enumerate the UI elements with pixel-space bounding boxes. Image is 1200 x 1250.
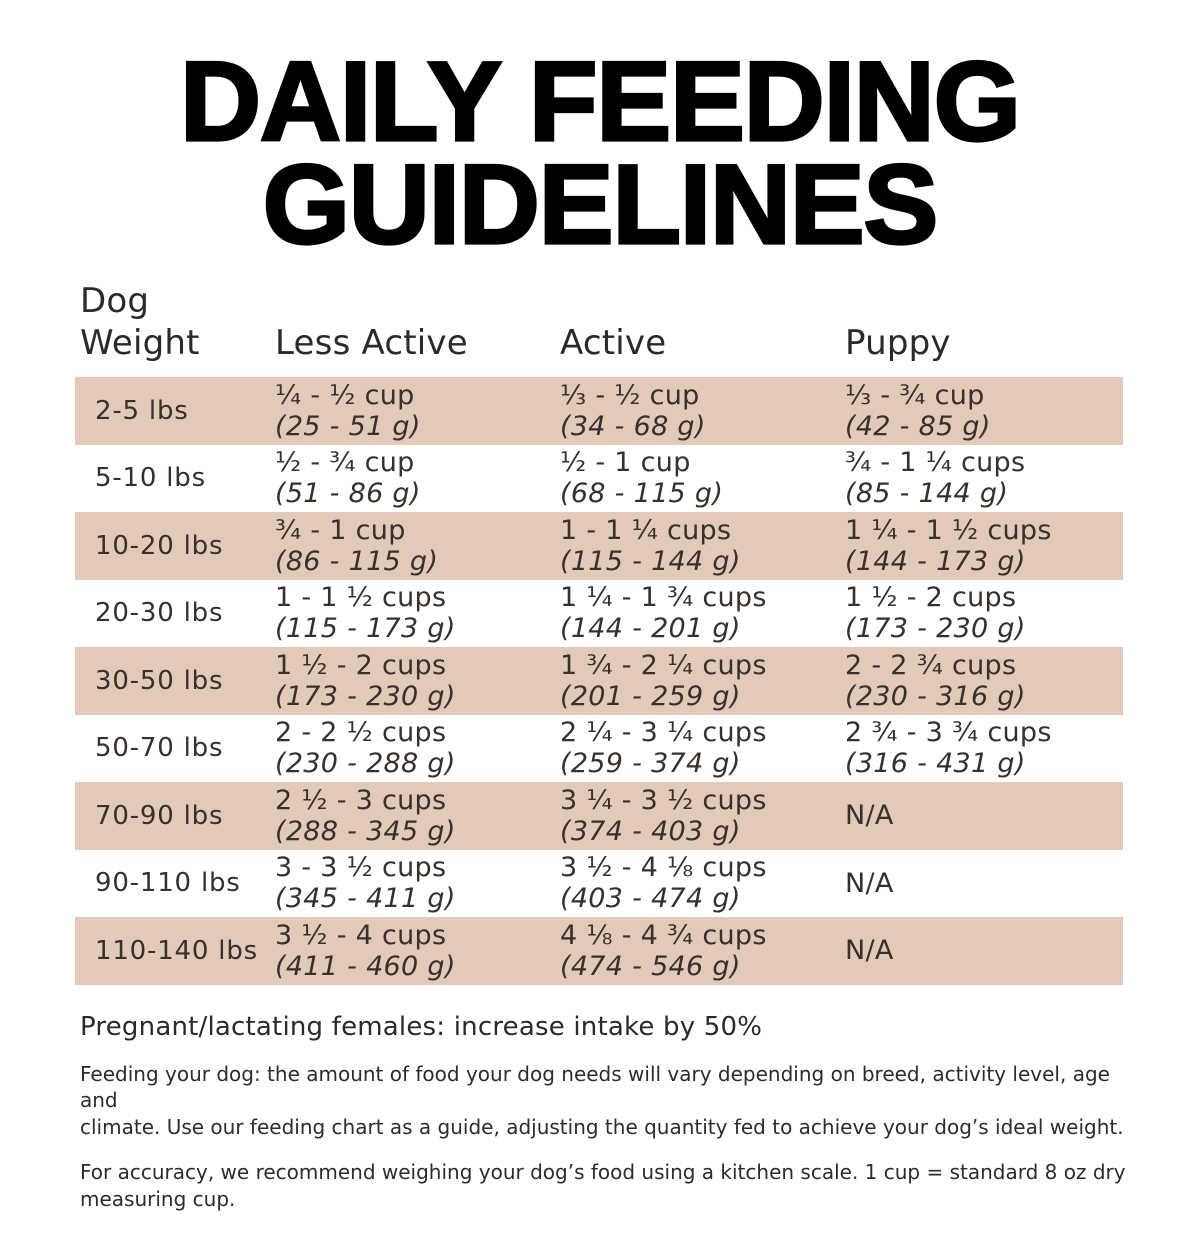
header-dog-weight <box>75 280 260 364</box>
less-active-cell <box>260 380 545 442</box>
grams-range: (25 - 51 g) <box>275 410 421 442</box>
grams-range: (144 - 201 g) <box>560 613 741 645</box>
cups-amount: N/A <box>845 800 894 832</box>
accuracy-note <box>80 1159 1140 1212</box>
cups-amount: 3 ½ - 4 cups <box>275 919 447 951</box>
feeding-table <box>75 280 1123 985</box>
pregnant-note: Pregnant/lactating females: increase intake by 50% <box>80 1011 763 1042</box>
active-cell <box>545 650 830 712</box>
active-cell <box>545 785 830 847</box>
weight-cell: 5-10 lbs <box>95 463 206 494</box>
grams-range: (34 - 68 g) <box>560 410 706 442</box>
table-row <box>75 512 1123 580</box>
cups-amount: ½ - ¾ cup <box>275 447 415 479</box>
cups-amount: N/A <box>845 867 894 899</box>
grams-range: (474 - 546 g) <box>560 950 741 982</box>
weight-cell: 50-70 lbs <box>95 733 224 764</box>
cups-amount: 2 - 2 ½ cups <box>275 717 447 749</box>
active-cell <box>545 852 830 914</box>
cups-amount: 1 ¾ - 2 ¼ cups <box>560 649 767 681</box>
grams-range: (85 - 144 g) <box>845 478 1009 510</box>
cups-amount: N/A <box>845 935 894 967</box>
weight-cell: 10-20 lbs <box>95 530 224 561</box>
grams-range: (51 - 86 g) <box>275 478 421 510</box>
header-puppy: Puppy <box>845 323 951 364</box>
feeding-note-line1: Feeding your dog: the amount of food your dog needs will vary depending on breed, activity level, age and <box>80 1061 1110 1113</box>
cups-amount: 2 ¼ - 3 ¼ cups <box>560 717 767 749</box>
cups-amount: 2 - 2 ¾ cups <box>845 649 1017 681</box>
puppy-cell <box>830 717 1123 779</box>
cups-amount: ⅓ - ½ cup <box>560 379 700 411</box>
cups-amount: ⅓ - ¾ cup <box>845 379 985 411</box>
less-active-cell <box>260 920 545 982</box>
table-row <box>75 917 1123 985</box>
grams-range: (173 - 230 g) <box>845 613 1026 645</box>
cups-amount: 1 ¼ - 1 ½ cups <box>845 514 1052 546</box>
grams-range: (374 - 403 g) <box>560 815 741 847</box>
puppy-cell <box>830 800 1123 831</box>
accuracy-note-line1: For accuracy, we recommend weighing your dog’s food using a kitchen scale. 1 cup = standard 8 oz dry <box>80 1160 1126 1185</box>
cups-amount: ¾ - 1 cup <box>275 514 406 546</box>
less-active-cell <box>260 650 545 712</box>
grams-range: (230 - 316 g) <box>845 680 1026 712</box>
less-active-cell <box>260 582 545 644</box>
grams-range: (115 - 144 g) <box>560 545 741 577</box>
table-row <box>75 647 1123 715</box>
feeding-note <box>80 1061 1140 1141</box>
header-less-active: Less Active <box>275 323 468 364</box>
cups-amount: 1 ¼ - 1 ¾ cups <box>560 582 767 614</box>
feeding-note-line2: climate. Use our feeding chart as a guide, adjusting the quantity fed to achieve your dog’s ideal weight. <box>80 1114 1124 1139</box>
grams-range: (259 - 374 g) <box>560 748 741 780</box>
cups-amount: ½ - 1 cup <box>560 447 691 479</box>
puppy-cell <box>830 650 1123 712</box>
active-cell <box>545 920 830 982</box>
grams-range: (68 - 115 g) <box>560 478 724 510</box>
grams-range: (411 - 460 g) <box>275 950 456 982</box>
weight-cell: 90-110 lbs <box>95 868 241 899</box>
table-row <box>75 782 1123 850</box>
active-cell <box>545 515 830 577</box>
puppy-cell <box>830 515 1123 577</box>
puppy-cell <box>830 447 1123 509</box>
weight-cell: 110-140 lbs <box>95 935 258 966</box>
table-row <box>75 377 1123 445</box>
grams-range: (115 - 173 g) <box>275 613 456 645</box>
cups-amount: 1 - 1 ¼ cups <box>560 514 732 546</box>
less-active-cell <box>260 717 545 779</box>
grams-range: (230 - 288 g) <box>275 748 456 780</box>
header-active: Active <box>560 323 667 364</box>
cups-amount: 2 ¾ - 3 ¾ cups <box>845 717 1052 749</box>
grams-range: (403 - 474 g) <box>560 883 741 915</box>
cups-amount: 3 ½ - 4 ⅛ cups <box>560 852 767 884</box>
active-cell <box>545 582 830 644</box>
less-active-cell <box>260 447 545 509</box>
cups-amount: 3 - 3 ½ cups <box>275 852 447 884</box>
active-cell <box>545 380 830 442</box>
accuracy-note-line2: measuring cup. <box>80 1186 236 1211</box>
grams-range: (201 - 259 g) <box>560 680 741 712</box>
active-cell <box>545 447 830 509</box>
weight-cell: 2-5 lbs <box>95 395 189 426</box>
table-row <box>75 445 1123 513</box>
title-line-2: GUIDELINES <box>262 142 938 268</box>
cups-amount: 3 ¼ - 3 ½ cups <box>560 784 767 816</box>
weight-cell: 30-50 lbs <box>95 665 224 696</box>
puppy-cell <box>830 582 1123 644</box>
grams-range: (86 - 115 g) <box>275 545 439 577</box>
grams-range: (144 - 173 g) <box>845 545 1026 577</box>
table-row <box>75 715 1123 783</box>
weight-cell: 70-90 lbs <box>95 800 224 831</box>
feeding-guidelines-page <box>0 39 1200 1250</box>
grams-range: (173 - 230 g) <box>275 680 456 712</box>
cups-amount: ¾ - 1 ¼ cups <box>845 447 1026 479</box>
less-active-cell <box>260 852 545 914</box>
grams-range: (316 - 431 g) <box>845 748 1026 780</box>
cups-amount: 4 ⅛ - 4 ¾ cups <box>560 919 767 951</box>
puppy-cell <box>830 868 1123 899</box>
grams-range: (288 - 345 g) <box>275 815 456 847</box>
table-header-row <box>75 280 1123 377</box>
cups-amount: 2 ½ - 3 cups <box>275 784 447 816</box>
grams-range: (345 - 411 g) <box>275 883 456 915</box>
header-dog-weight-line2: Weight <box>80 323 200 364</box>
grams-range: (42 - 85 g) <box>845 410 991 442</box>
page-title <box>0 39 1200 268</box>
weight-cell: 20-30 lbs <box>95 598 224 629</box>
puppy-cell <box>830 380 1123 442</box>
title-line-1: DAILY FEEDING <box>180 39 1020 164</box>
table-row <box>75 850 1123 918</box>
table-row <box>75 580 1123 648</box>
cups-amount: 1 ½ - 2 cups <box>275 649 447 681</box>
active-cell <box>545 717 830 779</box>
cups-amount: ¼ - ½ cup <box>275 379 415 411</box>
puppy-cell <box>830 935 1123 966</box>
less-active-cell <box>260 785 545 847</box>
cups-amount: 1 - 1 ½ cups <box>275 582 447 614</box>
cups-amount: 1 ½ - 2 cups <box>845 582 1017 614</box>
header-dog-weight-line1: Dog <box>80 281 150 322</box>
table-body <box>75 377 1123 985</box>
less-active-cell <box>260 515 545 577</box>
